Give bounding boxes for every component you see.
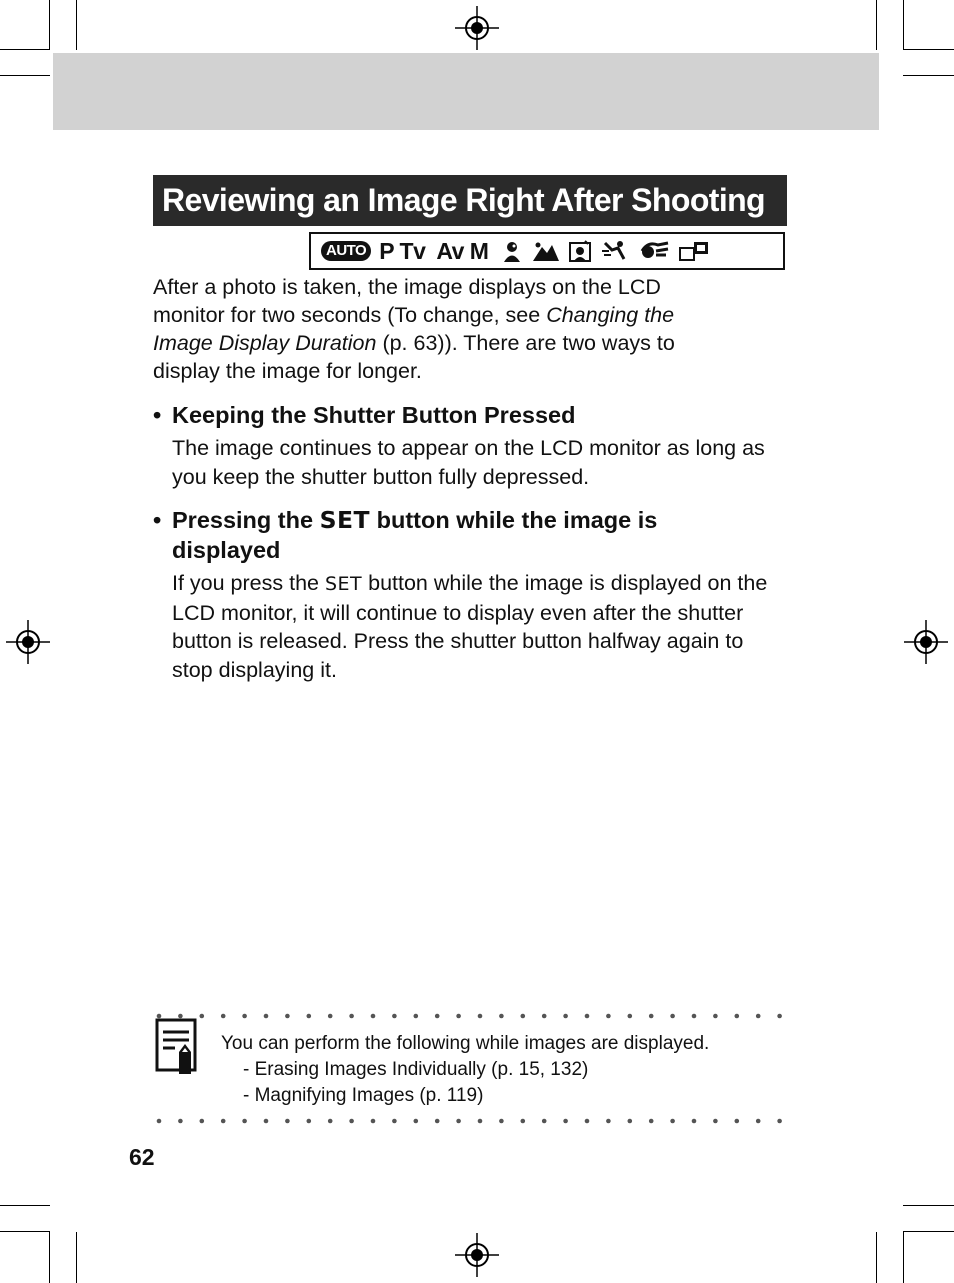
set-button-icon: SET (324, 573, 363, 595)
registration-mark-icon (455, 1233, 499, 1277)
fast-shutter-mode-icon (600, 239, 630, 263)
set-button-icon: SET (319, 506, 371, 534)
crop-mark (49, 1232, 50, 1283)
crop-mark (903, 1232, 904, 1283)
crop-mark (903, 1205, 954, 1206)
registration-mark-icon (904, 620, 948, 664)
crop-mark (903, 1231, 954, 1232)
header-band (53, 53, 879, 130)
crop-mark (0, 49, 50, 50)
registration-mark-icon (6, 620, 50, 664)
crop-mark (0, 1205, 50, 1206)
scene-mode-icons (500, 239, 712, 263)
bullet-icon: • (153, 507, 162, 533)
list-item: - Magnifying Images (p. 119) (243, 1085, 484, 1106)
intro-paragraph: After a photo is taken, the image displays on the LCD monitor for two seconds (To change, see Changing the Image Display Duration (p. 63)). There are two ways to display the image for longer. (153, 275, 675, 383)
crop-mark (903, 49, 954, 50)
landscape-mode-icon (532, 239, 560, 263)
section-body: If you press the SET button while the image is displayed on the LCD monitor, it will continue to display even after the shutter button is released. Press the shutter button halfway again to stop displaying it. (172, 571, 768, 682)
crop-mark (76, 1232, 77, 1283)
crop-mark (0, 75, 50, 76)
mode-labels: P Tv Av M (379, 237, 489, 264)
crop-mark (903, 0, 904, 50)
crop-mark (76, 0, 77, 50)
portrait-mode-icon (500, 239, 524, 263)
crop-mark (876, 0, 877, 50)
stitch-assist-mode-icon (678, 239, 712, 263)
list-item: - Erasing Images Individually (p. 15, 132) (243, 1059, 589, 1080)
night-scene-mode-icon (568, 239, 592, 263)
shooting-mode-indicator (309, 232, 785, 270)
slow-shutter-mode-icon (638, 239, 670, 263)
cross-reference-link[interactable]: Changing the (546, 303, 675, 327)
registration-mark-icon (455, 6, 499, 50)
note-icon (155, 1018, 200, 1076)
dotted-divider (155, 1117, 785, 1125)
section-heading: • Keeping the Shutter Button Pressed (153, 402, 576, 428)
dotted-divider (155, 1012, 785, 1020)
bullet-icon: • (153, 402, 162, 428)
note-list (221, 1057, 709, 1109)
section-body: The image continues to appear on the LCD monitor as long as you keep the shutter button fully depressed. (172, 436, 765, 489)
page-title: Reviewing an Image Right After Shooting (153, 175, 787, 226)
auto-mode-icon: AUTO (321, 241, 371, 261)
crop-mark (0, 1231, 50, 1232)
crop-mark (49, 0, 50, 50)
crop-mark (903, 75, 954, 76)
cross-reference-link[interactable]: Image Display Duration (153, 331, 377, 355)
section-heading: • Pressing the SET button while the image is displayed (153, 506, 658, 563)
crop-mark (876, 1232, 877, 1283)
page-number: 62 (129, 1144, 155, 1170)
note-content (221, 1031, 709, 1109)
note-intro: You can perform the following while images are displayed. (221, 1033, 710, 1054)
